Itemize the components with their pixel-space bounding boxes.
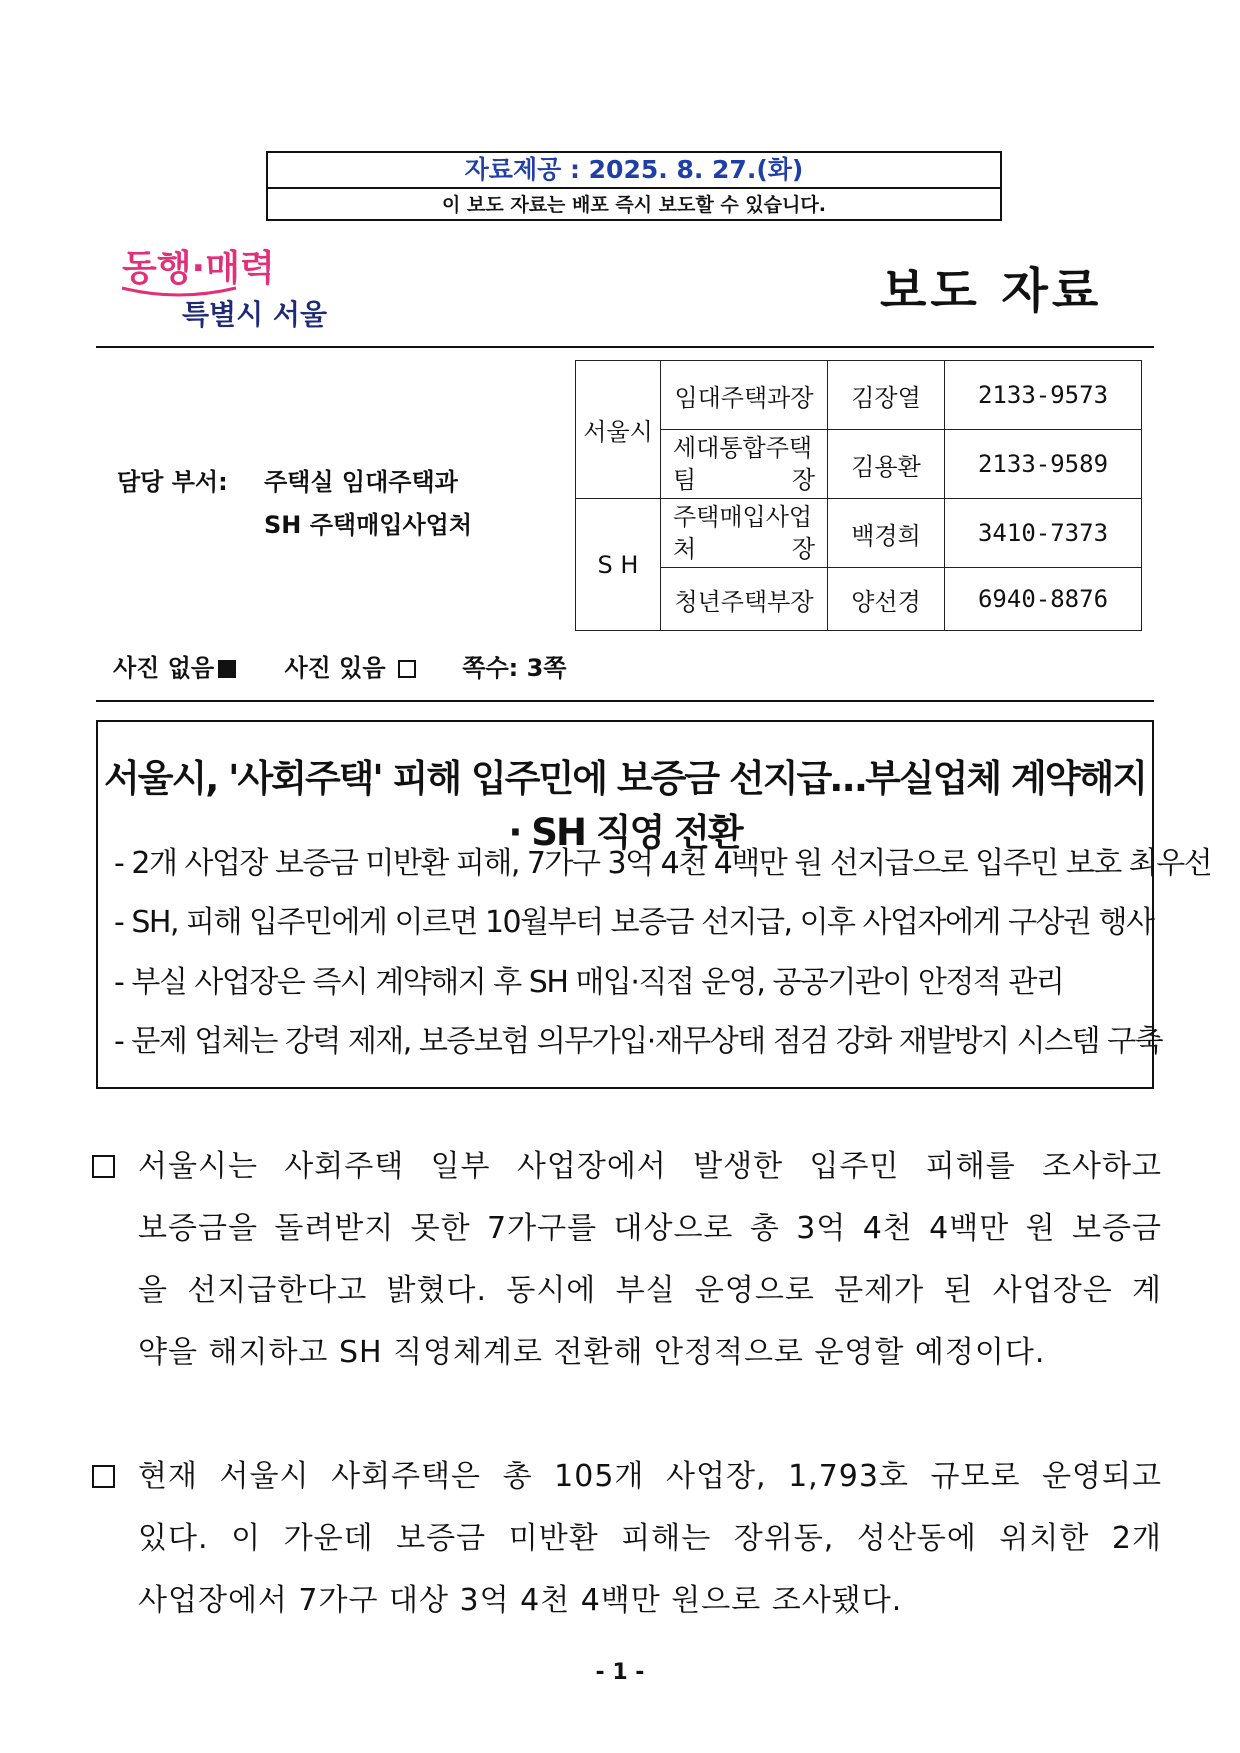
headline-box <box>96 720 1212 1089</box>
table-row <box>576 361 1142 430</box>
subheadline: - 2개 사업장 보증금 미반환 피해, 7가구 3억 4천 4백만 원 선지급으로 입주민 보호 최우선 <box>114 846 1212 881</box>
body-paragraph-2 <box>92 1446 1162 1632</box>
phone-cell: 2133-9589 <box>945 430 1142 499</box>
phone-cell: 2133-9573 <box>945 361 1142 430</box>
has-photo-label: 사진 있음 <box>284 654 386 682</box>
headline-title: 서울시, '사회주택' 피해 입주민에 보증금 선지급…부실업체 계약해지 · SH 직영 전환 <box>103 757 1147 854</box>
bullet-box-icon <box>92 1155 115 1178</box>
logo-line2: 특별시 서울 <box>182 298 327 331</box>
body-paragraph-1 <box>92 1136 1162 1384</box>
bullet-box-icon <box>92 1465 115 1488</box>
phone-cell: 6940-8876 <box>945 568 1142 631</box>
table-row <box>576 568 1142 631</box>
paragraph-line: 있다. 이 가운데 보증금 미반환 피해는 장위동, 성산동에 위치한 2개 <box>138 1521 1162 1556</box>
name-cell: 양선경 <box>828 568 945 631</box>
team-cell: 임대주택과장 <box>661 361 828 430</box>
subheadline: - SH, 피해 입주민에게 이르면 10월부터 보증금 선지급, 이후 사업자에게 구상권 행사 <box>114 905 1154 940</box>
filled-checkbox-icon <box>218 660 236 678</box>
department-line2: SH 주택매입사업처 <box>264 511 473 539</box>
photo-info <box>113 648 570 683</box>
empty-checkbox-icon <box>398 660 416 678</box>
team-line2b: 장 <box>791 535 815 563</box>
org-sh: S H <box>576 499 661 631</box>
release-info-box <box>266 151 1002 221</box>
phone-cell: 3410-7373 <box>945 499 1142 568</box>
team-cell <box>661 499 828 568</box>
name-cell: 김장열 <box>828 361 945 430</box>
subheadline: - 문제 업체는 강력 제재, 보증보험 의무가입·재무상태 점검 강화 재발방지 시스템 구축 <box>114 1024 1163 1059</box>
paragraph-line: 서울시는 사회주택 일부 사업장에서 발생한 입주민 피해를 조사하고 <box>138 1149 1162 1184</box>
mid-divider <box>96 700 1154 702</box>
contacts-table <box>575 360 1142 631</box>
embargo-notice: 이 보도 자료는 배포 즉시 보도할 수 있습니다. <box>442 194 826 216</box>
name-cell: 백경희 <box>828 499 945 568</box>
org-seoul: 서울시 <box>576 361 661 499</box>
paragraph-line: 현재 서울시 사회주택은 총 105개 사업장, 1,793호 규모로 운영되고 <box>138 1459 1162 1494</box>
logo-line1: 동행·매력 <box>122 248 275 289</box>
subheadline: - 부실 사업장은 즉시 계약해지 후 SH 매입·직접 운영, 공공기관이 안정적 관리 <box>114 965 1064 1000</box>
team-line2b: 장 <box>791 466 815 494</box>
table-row <box>576 430 1142 499</box>
team-line2a: 처 <box>673 535 697 563</box>
team-cell <box>661 430 828 499</box>
team-line1: 주택매입사업 <box>673 503 813 531</box>
document-type-title: 보도 자료 <box>880 263 1103 319</box>
department-line1: 주택실 임대주택과 <box>264 468 458 496</box>
paragraph-line: 을 선지급한다고 밝혔다. 동시에 부실 운영으로 문제가 된 사업장은 계 <box>138 1273 1162 1308</box>
team-line1: 세대통합주택 <box>673 434 813 462</box>
name-cell: 김용환 <box>828 430 945 499</box>
top-divider <box>96 346 1154 348</box>
release-date: 자료제공 : 2025. 8. 27.(화) <box>268 153 1000 189</box>
page-count: 쪽수: 3쪽 <box>462 654 567 682</box>
paragraph-line: 보증금을 돌려받지 못한 7가구를 대상으로 총 3억 4천 4백만 원 보증금 <box>138 1211 1162 1246</box>
no-photo-label: 사진 없음 <box>113 654 215 682</box>
logo-swoosh <box>122 288 236 295</box>
department-label: 담당 부서: <box>117 468 228 496</box>
seoul-logo <box>118 238 338 338</box>
paragraph-line: 약을 해지하고 SH 직영체계로 전환해 안정적으로 운영할 예정이다. <box>138 1335 1046 1370</box>
team-line2a: 팀 <box>673 466 697 494</box>
paragraph-line: 사업장에서 7가구 대상 3억 4천 4백만 원으로 조사됐다. <box>138 1583 903 1618</box>
page-number: - 1 - <box>595 1660 645 1685</box>
table-row <box>576 499 1142 568</box>
team-cell: 청년주택부장 <box>661 568 828 631</box>
